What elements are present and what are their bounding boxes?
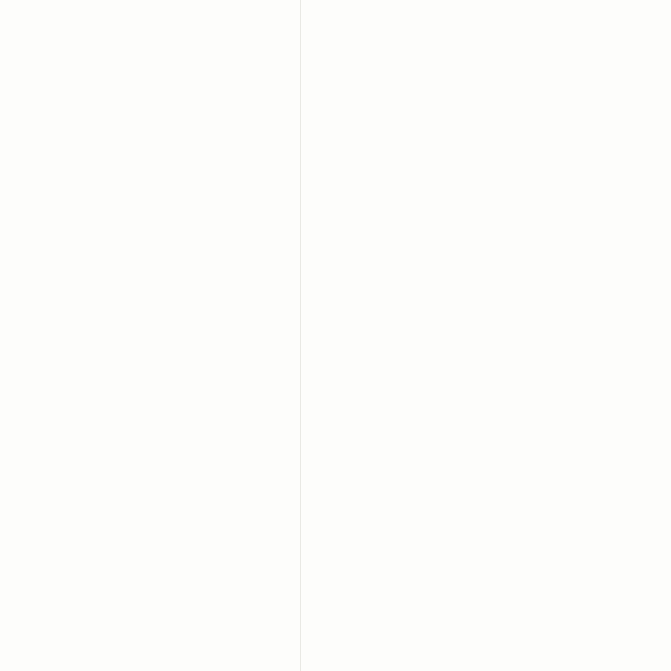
gutter <box>300 0 301 671</box>
